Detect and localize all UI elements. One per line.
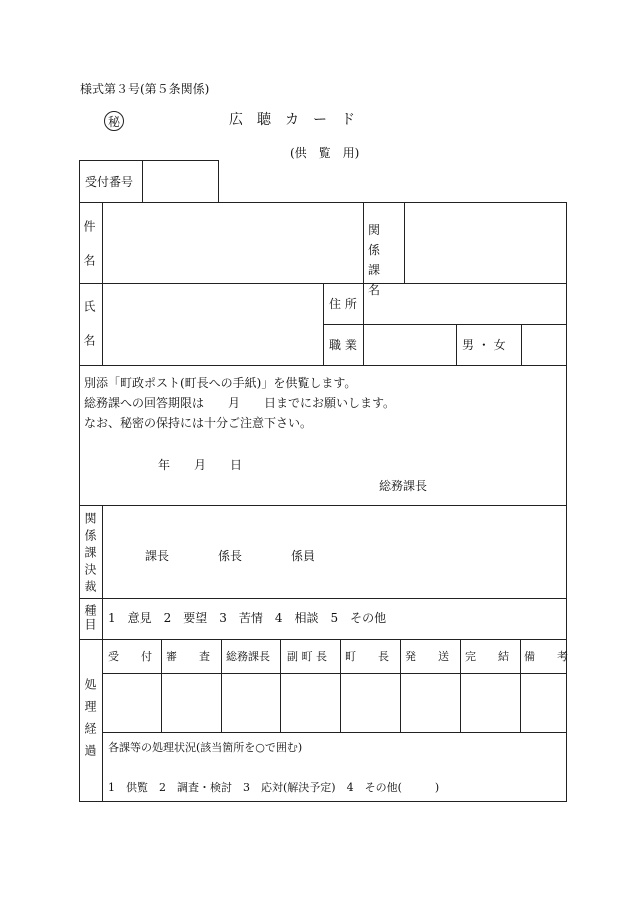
related-section-label: 関係課名 <box>368 223 385 297</box>
process-status-heading: 各課等の処理状況(該当箇所を○で囲む) <box>108 741 303 754</box>
name-field[interactable] <box>103 284 322 364</box>
process-label: 処理経過 <box>83 678 97 766</box>
approval-role-unit-chief: 係長 <box>218 549 243 563</box>
receipt-number-field[interactable] <box>143 161 218 201</box>
process-col-review: 審 査 <box>166 650 210 663</box>
gender-field[interactable] <box>522 325 565 364</box>
secret-stamp-icon <box>104 111 124 131</box>
related-section-field[interactable] <box>405 203 565 282</box>
process-col-deputy-mayor: 副 町 長 <box>287 650 327 663</box>
occupation-field[interactable] <box>364 325 455 364</box>
process-stamp-cell[interactable] <box>281 674 339 731</box>
approval-label: 関係課決裁 <box>83 512 97 597</box>
process-status-options[interactable]: 1 供覧 2 調査・検討 3 応対(解決予定) 4 その他( ) <box>108 781 440 794</box>
name-label: 氏名 <box>82 300 96 368</box>
process-stamp-cell[interactable] <box>401 674 459 731</box>
gender-label: 男 ・ 女 <box>462 338 506 352</box>
process-stamp-cell[interactable] <box>222 674 279 731</box>
process-col-completion: 完 結 <box>465 650 509 663</box>
process-stamp-cell[interactable] <box>461 674 519 731</box>
process-stamp-cell[interactable] <box>341 674 399 731</box>
page-subtitle: (供 覧 用) <box>290 146 360 160</box>
notice-signer: 総務課長 <box>379 479 428 493</box>
secret-mark: 秘 <box>107 114 120 129</box>
notice-line-3: なお、秘密の保持には十分ご注意下さい。 <box>84 416 313 430</box>
notice-line-1: 別添「町政ポスト(町長への手紙)」を供覧します。 <box>84 376 357 390</box>
subject-label: 件名 <box>82 220 96 288</box>
notice-date: 年 月 日 <box>158 458 243 472</box>
page-title: 広 聴 カ ー ド <box>229 112 355 128</box>
process-col-reception: 受 付 <box>108 650 152 663</box>
category-label: 種目 <box>83 604 97 632</box>
process-col-general-affairs-chief: 総務課長 <box>226 650 270 663</box>
process-stamp-cell[interactable] <box>521 674 565 731</box>
address-field[interactable] <box>364 284 565 323</box>
approval-role-staff: 係員 <box>291 549 316 563</box>
receipt-number-label: 受付番号 <box>85 175 134 189</box>
process-col-mayor: 町 長 <box>345 650 389 663</box>
notice-line-2: 総務課への回答期限は 月 日までにお願いします。 <box>84 396 396 410</box>
approval-role-section-chief: 課長 <box>145 549 170 563</box>
process-stamp-cell[interactable] <box>162 674 220 731</box>
subject-field[interactable] <box>103 203 362 282</box>
process-col-dispatch: 発 送 <box>405 650 449 663</box>
occupation-label: 職 業 <box>329 338 357 352</box>
process-stamp-cell[interactable] <box>103 674 160 731</box>
category-options[interactable]: 1 意見 2 要望 3 苦情 4 相談 5 その他 <box>108 611 387 625</box>
form-number-label: 様式第３号(第５条関係) <box>80 82 210 96</box>
address-label: 住 所 <box>329 297 357 311</box>
process-col-remarks: 備 考 <box>524 650 568 663</box>
